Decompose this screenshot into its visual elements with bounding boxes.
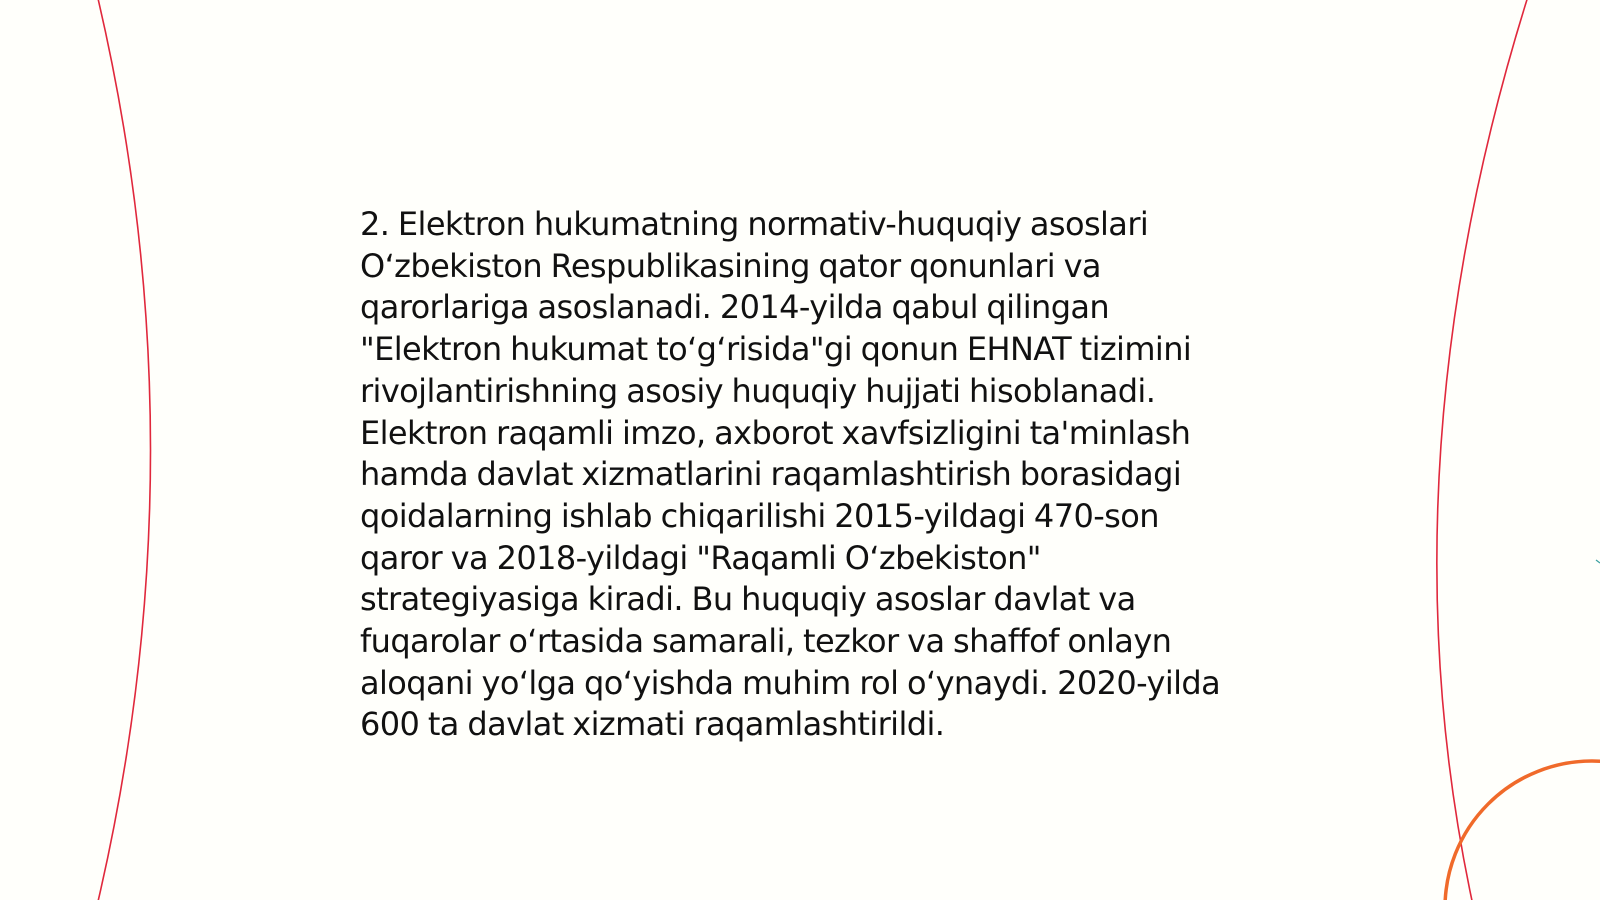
left-red-curve <box>96 0 151 900</box>
right-arrow-mark <box>1596 560 1600 563</box>
slide-paragraph: 2. Elektron hukumatning normativ-huquqiy asoslari O‘zbekiston Respublikasining qator qonunlari va qarorlariga asoslanadi. 2014-yilda qabul qilingan "Elektron hukumat to‘g‘risida"gi qonun EHNAT tizimini rivojlantirishning asosiy huquqiy hujjati hisoblanadi. Elektron raqamli imzo, axborot xavfsizligini ta'minlash hamda davlat xizmatlarini raqamlashtirish borasidagi qoidalarning ishlab chiqarilishi 2015-yildagi 470-son qaror va 2018-yildagi "Raqamli O‘zbekiston" strategiyasiga kiradi. Bu huquqiy asoslar davlat va fuqarolar o‘rtasida samarali, tezkor va shaffof onlayn aloqani yo‘lga qo‘yishda muhim rol o‘ynaydi. 2020-yilda 600 ta davlat xizmati raqamlashtirildi. <box>360 205 1221 744</box>
right-red-curve <box>1437 0 1530 900</box>
